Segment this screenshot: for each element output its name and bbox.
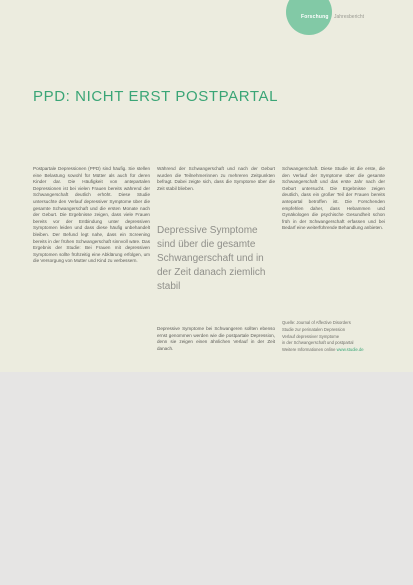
footnote-line: Verlauf depressiver Symptome	[282, 333, 340, 339]
footnote-line: Quelle: Journal of Affective Disorders	[282, 320, 351, 325]
body-column-3	[282, 166, 385, 232]
body-column-2	[157, 166, 275, 192]
body-text: Postpartale Depressionen (PPD) sind häufig. Sie stellen eine Belastung sowohl für Mütter als auch für deren Kinder dar. Die Häufigkeit von antepartalen Depressionen ist bei vielen Frauen bereits während der Schwangerschaft deutlich erhöht. Diese Studie untersuchte den Verlauf depressiver Symptome über die gesamte Schwangerschaft und die ersten Monate nach der Geburt. Die Ergebnisse zeigen, dass viele Frauen bereits vor der Entbindung unter depressiven Symptomen leiden und dass diese häufig unbehandelt bleiben. Der Befund legt nahe, dass ein Screening bereits in der frühen Schwangerschaft sinnvoll wäre. Das Ergebnis der Studie: Bei Frauen mit depressiven Symptomen sollte frühzeitig eine Abklärung erfolgen, um die Versorgung von Mutter und Kind zu verbessern.	[33, 166, 150, 264]
section-label: Forschung	[301, 14, 329, 20]
footnote-line: Studie zur perinatalen Depression	[282, 326, 346, 332]
article-title: PPD: NICHT ERST POSTPARTAL	[33, 88, 279, 105]
footnote-line: in der Schwangerschaft und postpartal	[282, 340, 354, 346]
section-subtitle: Jahresbericht	[334, 14, 365, 20]
body-column-1	[33, 166, 150, 265]
footnote-line: Weitere Informationen online www.studie.de	[282, 347, 364, 353]
body-column-2-continued: Depressive Symptome bei Schwangeren sollten ebenso ernst genommen werden wie die postpartale Depression, denn sie zeigen einen ähnlichen Verlauf in der Zeit danach.	[157, 326, 275, 351]
footnote-link[interactable]: www.studie.de	[336, 347, 364, 353]
body-text: Während der Schwangerschaft und nach der Geburt wurden die Teilnehmerinnen zu mehreren Zeitpunkten befragt. Dabei zeigte sich, dass die Symptome über die Zeit stabil blieben.	[157, 166, 275, 191]
body-text: Schwangerschaft. Diese Studie ist die erste, die den Verlauf der Symptome über die gesamte Schwangerschaft und das erste Jahr nach der Geburt untersucht. Die Ergebnisse zeigen deutlich, dass ein großer Teil der Frauen bereits antepartal betroffen ist. Die Forschenden empfehlen daher, dass Hebammen und Gynäkologen die psychische Gesundheit schon früh in der Schwangerschaft erfassen und bei Bedarf eine weiterführende Behandlung anbieten.	[282, 166, 385, 231]
pull-quote: Depressive Symptome sind über die gesamte Schwangerschaft und in der Zeit danach ziemlich stabil	[157, 225, 266, 292]
footnotes	[282, 320, 385, 354]
